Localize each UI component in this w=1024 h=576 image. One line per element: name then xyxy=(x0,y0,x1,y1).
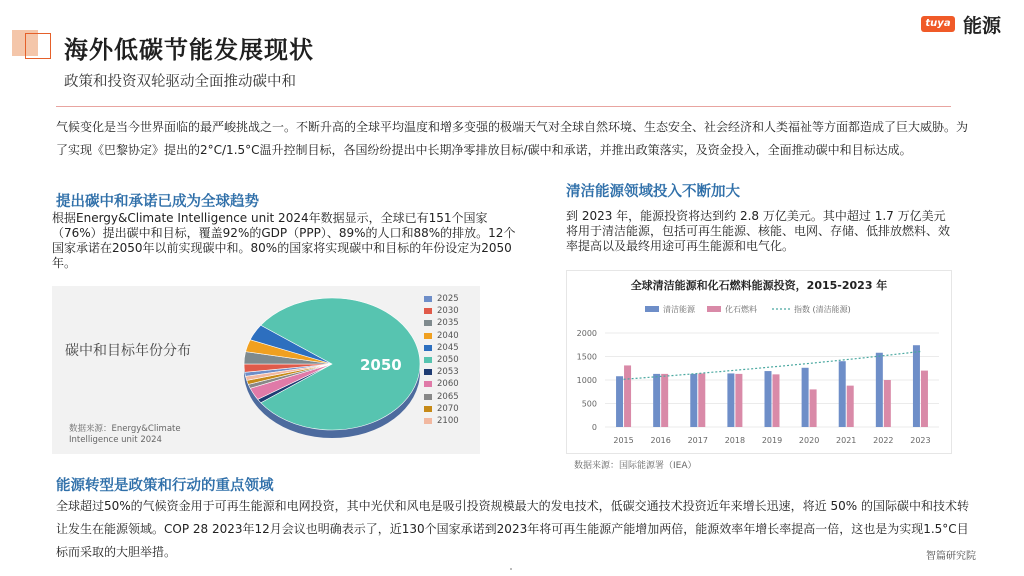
pie-chart-source: 数据来源：Energy&Climate Intelligence unit 2024 xyxy=(69,424,181,445)
legend-item-2035 xyxy=(424,317,459,329)
legend-swatch xyxy=(424,381,432,387)
bar-fossil-2018 xyxy=(735,374,742,427)
page-indicator xyxy=(510,568,512,570)
bar-clean-2017 xyxy=(690,374,697,427)
y-tick-label: 1000 xyxy=(576,376,597,385)
section2-body: 到 2023 年，能源投资将达到约 2.8 万亿美元。其中超过 1.7 万亿美元将用于清洁能源，包括可再生能源、核能、电网、存储、低排放燃料、效率提高以及最终用途可再生能源和电气化。 xyxy=(566,209,951,253)
legend-swatch xyxy=(424,333,432,339)
legend-label: 2100 xyxy=(437,415,459,426)
bar-fossil-2019 xyxy=(773,374,780,427)
section1-heading: 提出碳中和承诺已成为全球趋势 xyxy=(56,194,259,210)
legend-label: 2040 xyxy=(437,330,459,341)
section1-body: 根据Energy&Climate Intelligence unit 2024年数据显示，全球已有151个国家（76%）提出碳中和目标，覆盖92%的GDP（PPP）、89%的人口和88%的排放。12个国家承诺在2050年以前实现碳中和。80%的国家将实现碳中和目标的年份设定为2050年。 xyxy=(52,211,516,270)
x-tick-label: 2017 xyxy=(687,436,708,445)
legend-item-2045 xyxy=(424,342,459,354)
title-accent-outline xyxy=(25,33,51,59)
x-tick-label: 2022 xyxy=(873,436,894,445)
legend-label: 2050 xyxy=(437,355,459,366)
pie-center-label: 2050 xyxy=(360,356,402,374)
legend-swatch xyxy=(424,369,432,375)
legend-item-2030 xyxy=(424,305,459,317)
bar-clean-2015 xyxy=(616,376,623,427)
legend-item-2040 xyxy=(424,330,459,342)
bar-fossil-2017 xyxy=(698,373,705,427)
bar-chart-title: 全球清洁能源和化石燃料能源投资，2015-2023 年 xyxy=(630,279,888,292)
legend-label: 2045 xyxy=(437,342,459,353)
pie-chart xyxy=(232,294,422,444)
x-tick-label: 2023 xyxy=(910,436,931,445)
bar-fossil-2022 xyxy=(884,380,891,427)
legend-item-2025 xyxy=(424,293,459,305)
bar-clean-2016 xyxy=(653,374,660,427)
legend-swatch xyxy=(424,406,432,412)
footer-brand: 智篇研究院 xyxy=(926,551,976,562)
x-tick-label: 2018 xyxy=(724,436,746,445)
legend-item-2060 xyxy=(424,378,459,390)
header-divider xyxy=(56,106,951,107)
bar-fossil-2020 xyxy=(810,389,817,427)
y-tick-label: 0 xyxy=(591,423,597,432)
y-tick-label: 2000 xyxy=(576,329,597,338)
legend-swatch xyxy=(424,345,432,351)
x-tick-label: 2015 xyxy=(613,436,634,445)
legend-label: 2030 xyxy=(437,306,459,317)
legend-item-2065 xyxy=(424,391,459,403)
bar-fossil-2023 xyxy=(921,371,928,427)
bar-legend-label: 化石燃料 xyxy=(725,305,757,314)
legend-label: 2060 xyxy=(437,379,459,390)
y-tick-label: 1500 xyxy=(576,352,597,362)
x-tick-label: 2021 xyxy=(836,436,857,445)
section3-body: 全球超过50%的气候资金用于可再生能源和电网投资，其中光伏和风电是吸引投资规模最大的发电技术，低碳交通技术投资近年来增长迅速，将近 50% 的国际碳中和技术转让发生在能源领域。COP 28 2023年12月会议也明确表示了，近130个国家承诺到2023年将可再生能源产能增加两倍，能源效率年增长率提高一倍，这也是为实现1.5°C目标而采取的大胆举措。 xyxy=(56,499,969,559)
bar-chart-panel xyxy=(566,270,952,454)
legend-item-2100 xyxy=(424,415,459,427)
legend-item-2070 xyxy=(424,403,459,415)
page-subtitle: 政策和投资双轮驱动全面推动碳中和 xyxy=(64,74,296,90)
legend-swatch xyxy=(424,320,432,326)
section3-heading: 能源转型是政策和行动的重点领域 xyxy=(56,478,274,494)
intro-paragraph: 气候变化是当今世界面临的最严峻挑战之一。不断升高的全球平均温度和增多变强的极端天气对全球自然环境、生态安全、社会经济和人类福祉等方面都造成了巨大威胁。为了实现《巴黎协定》提出的2°C/1.5°C温升控制目标，各国纷纷提出中长期净零排放目标/碳中和承诺，并推出政策落实，及资金投入，全面推动碳中和目标达成。 xyxy=(56,120,969,157)
pie-chart-label: 碳中和目标年份分布 xyxy=(65,343,191,359)
bar-clean-2020 xyxy=(802,368,809,427)
bar-clean-2023 xyxy=(913,345,920,427)
legend-swatch xyxy=(424,418,432,424)
legend-label: 2035 xyxy=(437,318,459,329)
bar-chart xyxy=(567,271,951,453)
legend-label: 2070 xyxy=(437,403,459,414)
bar-legend-swatch xyxy=(707,306,721,312)
energy-logo-text: 能源 xyxy=(963,15,1002,37)
legend-label: 2025 xyxy=(437,294,459,305)
bar-chart-source: 数据来源：国际能源署（IEA） xyxy=(574,461,697,471)
bar-fossil-2021 xyxy=(847,386,854,427)
bar-fossil-2015 xyxy=(624,365,631,427)
legend-item-2053 xyxy=(424,366,459,378)
x-tick-label: 2016 xyxy=(650,436,671,445)
legend-swatch xyxy=(424,394,432,400)
pie-chart-panel xyxy=(52,286,480,454)
legend-label: 2053 xyxy=(437,367,459,378)
x-tick-label: 2020 xyxy=(798,436,820,445)
bar-legend-label: 指数 (清洁能源) xyxy=(794,305,851,314)
y-tick-label: 500 xyxy=(581,399,597,409)
page-title: 海外低碳节能发展现状 xyxy=(64,36,314,64)
bar-fossil-2016 xyxy=(661,374,668,427)
bar-clean-2021 xyxy=(839,361,846,427)
section2-heading: 清洁能源领域投入不断加大 xyxy=(566,184,740,200)
pie-legend xyxy=(424,293,459,427)
tuya-logo-badge: tuya xyxy=(921,16,955,32)
bar-legend-label: 清洁能源 xyxy=(663,305,695,314)
x-tick-label: 2019 xyxy=(761,436,783,445)
bar-legend-swatch xyxy=(645,306,659,312)
bar-clean-2019 xyxy=(765,371,772,427)
legend-swatch xyxy=(424,357,432,363)
legend-label: 2065 xyxy=(437,391,459,402)
legend-swatch xyxy=(424,308,432,314)
legend-item-2050 xyxy=(424,354,459,366)
legend-swatch xyxy=(424,296,432,302)
bar-clean-2022 xyxy=(876,353,883,427)
bar-clean-2018 xyxy=(727,373,734,427)
